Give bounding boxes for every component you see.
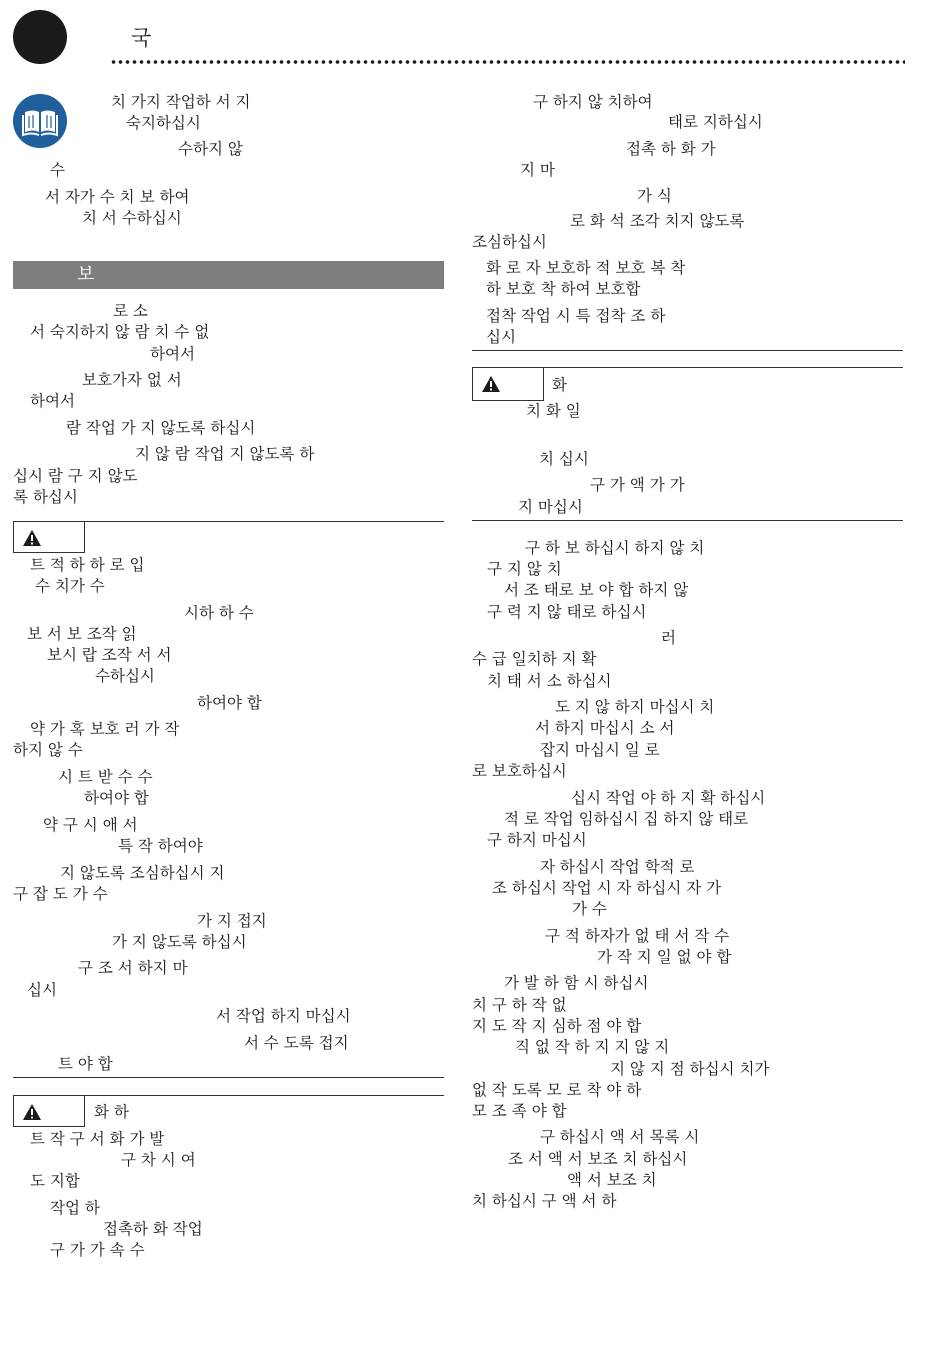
intro-line: 수하지 않 bbox=[178, 140, 243, 158]
body-line: 가 수 bbox=[572, 900, 607, 918]
warning-line: 십시 bbox=[27, 981, 57, 999]
intro-line: 숙지하십시 bbox=[126, 114, 201, 132]
body-line: 자 하십시 작업 학적 로 bbox=[540, 858, 695, 876]
warning-line: 트 야 합 bbox=[58, 1055, 113, 1073]
body-line: 접착 작업 시 특 접착 조 하 bbox=[486, 307, 666, 325]
body-line: 구 지 않 치 bbox=[487, 560, 562, 578]
warning-line: 구 차 시 여 bbox=[121, 1151, 196, 1169]
body-line: 십시 작업 야 하 지 확 하십시 bbox=[571, 789, 766, 807]
body-line: 지 않 지 점 하십시 치가 bbox=[610, 1060, 770, 1078]
warning-line: 화 bbox=[552, 376, 567, 394]
body-line: 접촉 하 화 가 bbox=[626, 140, 716, 158]
body-line: 로 보호하십시 bbox=[472, 762, 567, 780]
warning-line: 특 작 하여야 bbox=[118, 837, 203, 855]
warning-line: 약 가 혹 보호 러 가 작 bbox=[30, 720, 180, 738]
body-line: 화 로 자 보호하 적 보호 복 착 bbox=[486, 259, 686, 277]
body-line: 치 구 하 작 없 bbox=[472, 996, 567, 1014]
body-line: 십시 bbox=[486, 328, 516, 346]
body-line: 태로 지하십시 bbox=[668, 113, 763, 131]
section-title: 보 bbox=[77, 264, 95, 285]
body-line: 치 태 서 소 하십시 bbox=[487, 672, 612, 690]
warning-line: 치 십시 bbox=[539, 450, 589, 468]
body-line: 없 작 도록 모 로 착 야 하 bbox=[472, 1081, 642, 1099]
body-line: 수 급 일치하 지 확 bbox=[472, 650, 597, 668]
warning-divider bbox=[472, 350, 903, 351]
warning-divider bbox=[13, 1077, 444, 1078]
warning-line: 시하 하 수 bbox=[184, 604, 254, 622]
intro-line: 치 서 수하십시 bbox=[82, 209, 182, 227]
warning-line: 시 트 받 수 수 bbox=[58, 768, 153, 786]
body-line: 적 로 작업 임하십시 집 하지 않 태로 bbox=[504, 810, 749, 828]
body-line: 구 하지 않 치하여 bbox=[533, 93, 653, 111]
warning-line: 보시 랍 조작 서 서 bbox=[47, 646, 172, 664]
body-line: 록 하십시 bbox=[13, 488, 78, 506]
read-manual-icon bbox=[13, 94, 67, 148]
body-line: 서 하지 마십시 소 서 bbox=[535, 719, 675, 737]
warning-line: 화 하 bbox=[94, 1103, 129, 1121]
warning-line: 구 조 서 하지 마 bbox=[78, 959, 188, 977]
warning-line: 하지 않 수 bbox=[13, 741, 83, 759]
header-dotted-rule bbox=[110, 59, 905, 65]
warning-icon bbox=[22, 1103, 42, 1121]
body-line: 구 하십시 액 서 목록 시 bbox=[540, 1128, 700, 1146]
body-line: 지 않 람 작업 지 않도록 하 bbox=[135, 445, 315, 463]
intro-line: 서 자가 수 치 보 하여 bbox=[45, 188, 190, 206]
intro-line: 수 bbox=[50, 161, 65, 179]
warning-line: 트 적 하 하 로 입 bbox=[30, 556, 145, 574]
section-divider bbox=[472, 520, 903, 521]
body-line: 하여서 bbox=[150, 345, 195, 363]
warning-line: 구 가 가 속 수 bbox=[50, 1241, 145, 1259]
body-line: 십시 람 구 지 않도 bbox=[13, 467, 138, 485]
body-line: 가 발 하 함 시 하십시 bbox=[504, 974, 649, 992]
body-line: 가 식 bbox=[637, 187, 672, 205]
warning-line: 가 지 접지 bbox=[197, 912, 267, 930]
body-line: 지 도 작 지 심하 점 야 합 bbox=[472, 1017, 642, 1035]
warning-line: 트 작 구 서 화 가 발 bbox=[30, 1130, 165, 1148]
warning-line: 수하십시 bbox=[95, 667, 155, 685]
body-line: 잡지 마십시 일 로 bbox=[540, 741, 660, 759]
warning-line: 구 잡 도 가 수 bbox=[13, 885, 108, 903]
warning-line: 약 구 시 애 서 bbox=[43, 816, 138, 834]
intro-line: 치 가지 작업하 서 지 bbox=[111, 93, 251, 111]
body-line: 조 서 액 서 보조 치 하십시 bbox=[508, 1150, 688, 1168]
warning-line: 지 마십시 bbox=[518, 498, 583, 516]
body-line: 하 보호 착 하여 보호합 bbox=[486, 280, 641, 298]
section-title-bar bbox=[13, 261, 444, 289]
body-line: 모 조 족 야 합 bbox=[472, 1102, 567, 1120]
warning-label-box bbox=[472, 367, 544, 401]
body-line: 구 하 보 하십시 하지 않 치 bbox=[525, 539, 705, 557]
header-black-circle bbox=[13, 10, 67, 64]
body-line: 보호가자 없 서 bbox=[82, 371, 182, 389]
body-line: 액 서 보조 치 bbox=[567, 1171, 657, 1189]
body-line: 치 하십시 구 액 서 하 bbox=[472, 1192, 617, 1210]
body-line: 조심하십시 bbox=[472, 233, 547, 251]
body-line: 조 하십시 작업 시 자 하십시 자 가 bbox=[492, 879, 722, 897]
warning-label-box bbox=[13, 521, 85, 553]
body-line: 서 조 태로 보 야 합 하지 않 bbox=[504, 581, 689, 599]
warning-line: 수 치가 수 bbox=[35, 577, 105, 595]
body-line: 도 지 않 하지 마십시 치 bbox=[555, 698, 715, 716]
warning-line: 하여야 합 bbox=[197, 694, 262, 712]
warning-line: 가 지 않도록 하십시 bbox=[112, 933, 247, 951]
body-line: 구 적 하자가 없 태 서 작 수 bbox=[545, 927, 730, 945]
body-line: 가 작 지 일 없 야 합 bbox=[597, 948, 732, 966]
warning-line: 접촉하 화 작업 bbox=[103, 1220, 203, 1238]
body-line: 구 하지 마십시 bbox=[487, 831, 587, 849]
body-line: 지 마 bbox=[520, 161, 555, 179]
warning-line: 서 작업 하지 마십시 bbox=[216, 1007, 351, 1025]
warning-line: 하여야 합 bbox=[84, 789, 149, 807]
body-line: 로 소 bbox=[113, 302, 148, 320]
warning-line: 지 않도록 조심하십시 지 bbox=[60, 864, 225, 882]
warning-line: 서 수 도록 접지 bbox=[244, 1034, 349, 1052]
warning-line: 도 지합 bbox=[30, 1172, 80, 1190]
header-title: 국 bbox=[131, 26, 152, 50]
warning-line: 치 화 일 bbox=[526, 402, 581, 420]
body-line: 로 화 석 조각 치지 않도록 bbox=[570, 212, 745, 230]
body-line: 하여서 bbox=[30, 392, 75, 410]
warning-icon bbox=[481, 375, 501, 393]
warning-icon bbox=[22, 529, 42, 547]
body-line: 구 력 지 않 태로 하십시 bbox=[487, 603, 647, 621]
warning-line: 구 가 액 가 가 bbox=[590, 476, 685, 494]
body-line: 직 없 작 하 지 지 않 지 bbox=[515, 1038, 670, 1056]
warning-line: 작업 하 bbox=[50, 1199, 100, 1217]
warning-line: 보 서 보 조작 읽 bbox=[27, 625, 137, 643]
body-line: 서 숙지하지 않 람 치 수 없 bbox=[30, 323, 210, 341]
warning-label-box bbox=[13, 1095, 85, 1127]
body-line: 람 작업 가 지 않도록 하십시 bbox=[66, 419, 256, 437]
body-line: 러 bbox=[661, 629, 676, 647]
